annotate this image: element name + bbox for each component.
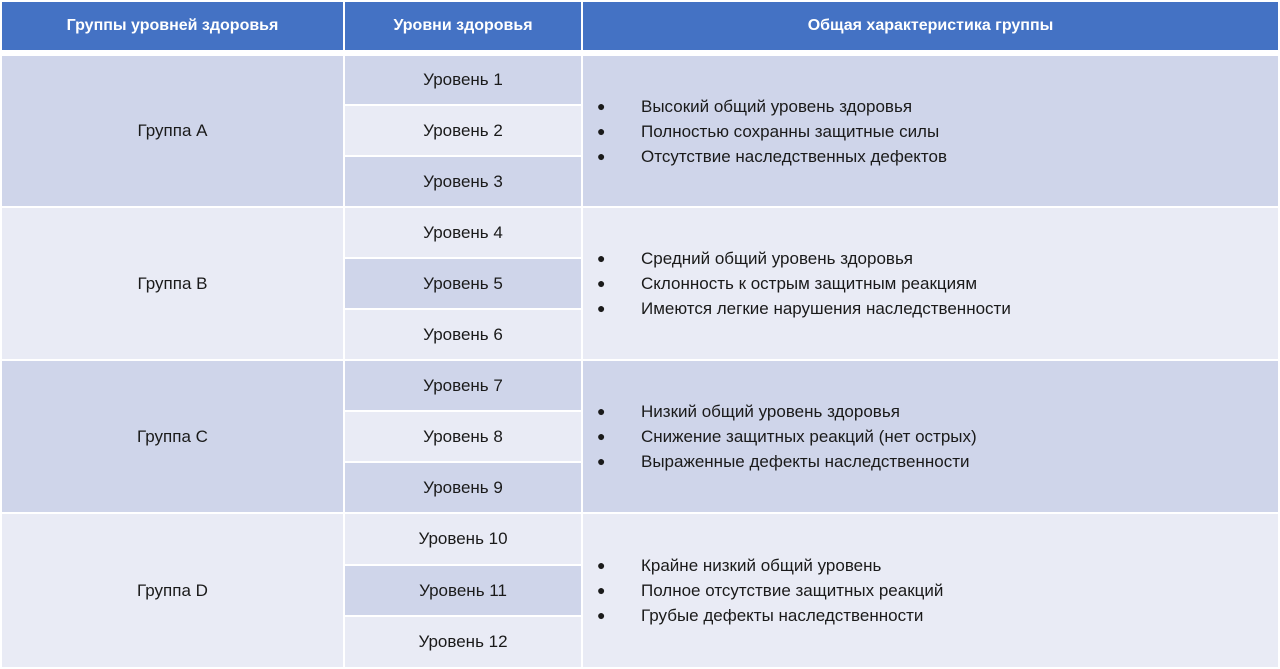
level-cell: Уровень 3 bbox=[345, 157, 581, 206]
group-cell: Группа D bbox=[2, 514, 343, 667]
bullet-icon: ● bbox=[597, 582, 606, 598]
group-characteristics bbox=[583, 361, 1278, 512]
level-cell: Уровень 1 bbox=[345, 56, 581, 104]
bullet-icon: ● bbox=[597, 403, 606, 419]
header-levels: Уровни здоровья bbox=[345, 2, 581, 50]
group-cell: Группа А bbox=[2, 56, 343, 206]
list-item: ● Снижение защитных реакций (нет острых) bbox=[583, 424, 977, 449]
list-item: ● Высокий общий уровень здоровья bbox=[583, 94, 947, 119]
header-groups: Группы уровней здоровья bbox=[2, 2, 343, 50]
bullet-icon: ● bbox=[597, 428, 606, 444]
level-cell: Уровень 11 bbox=[345, 566, 581, 615]
level-cell: Уровень 2 bbox=[345, 106, 581, 155]
bullet-icon: ● bbox=[597, 453, 606, 469]
health-groups-table bbox=[2, 2, 1278, 667]
list-item: ● Полностью сохранны защитные силы bbox=[583, 119, 947, 144]
bullet-icon: ● bbox=[597, 300, 606, 316]
header-characteristics: Общая характеристика группы bbox=[583, 2, 1278, 50]
level-cell: Уровень 4 bbox=[345, 208, 581, 257]
level-cell: Уровень 7 bbox=[345, 361, 581, 410]
traits-list bbox=[583, 94, 947, 169]
bullet-icon: ● bbox=[597, 97, 606, 114]
list-item: ● Крайне низкий общий уровень bbox=[583, 553, 943, 578]
traits-list bbox=[583, 553, 943, 628]
list-item: ● Средний общий уровень здоровья bbox=[583, 246, 1011, 271]
list-item: ● Отсутствие наследственных дефектов bbox=[583, 144, 947, 169]
level-cell: Уровень 9 bbox=[345, 463, 581, 512]
group-characteristics bbox=[583, 208, 1278, 359]
list-item: ● Имеются легкие нарушения наследственности bbox=[583, 296, 1011, 321]
level-cell: Уровень 12 bbox=[345, 617, 581, 667]
group-characteristics bbox=[583, 56, 1278, 206]
list-item: ● Грубые дефекты наследственности bbox=[583, 603, 943, 628]
group-cell: Группа В bbox=[2, 208, 343, 359]
bullet-icon: ● bbox=[597, 250, 606, 266]
group-cell: Группа С bbox=[2, 361, 343, 512]
bullet-icon: ● bbox=[597, 275, 606, 291]
list-item: ● Низкий общий уровень здоровья bbox=[583, 399, 977, 424]
level-cell: Уровень 6 bbox=[345, 310, 581, 359]
level-cell: Уровень 5 bbox=[345, 259, 581, 308]
traits-list bbox=[583, 399, 977, 474]
list-item: ● Выраженные дефекты наследственности bbox=[583, 449, 977, 474]
bullet-icon: ● bbox=[597, 557, 606, 573]
bullet-icon: ● bbox=[597, 607, 606, 623]
level-cell: Уровень 10 bbox=[345, 514, 581, 564]
traits-list bbox=[583, 246, 1011, 321]
bullet-icon: ● bbox=[597, 147, 606, 164]
group-characteristics bbox=[583, 514, 1278, 667]
bullet-icon: ● bbox=[597, 122, 606, 139]
level-cell: Уровень 8 bbox=[345, 412, 581, 461]
list-item: ● Склонность к острым защитным реакциям bbox=[583, 271, 1011, 296]
list-item: ● Полное отсутствие защитных реакций bbox=[583, 578, 943, 603]
